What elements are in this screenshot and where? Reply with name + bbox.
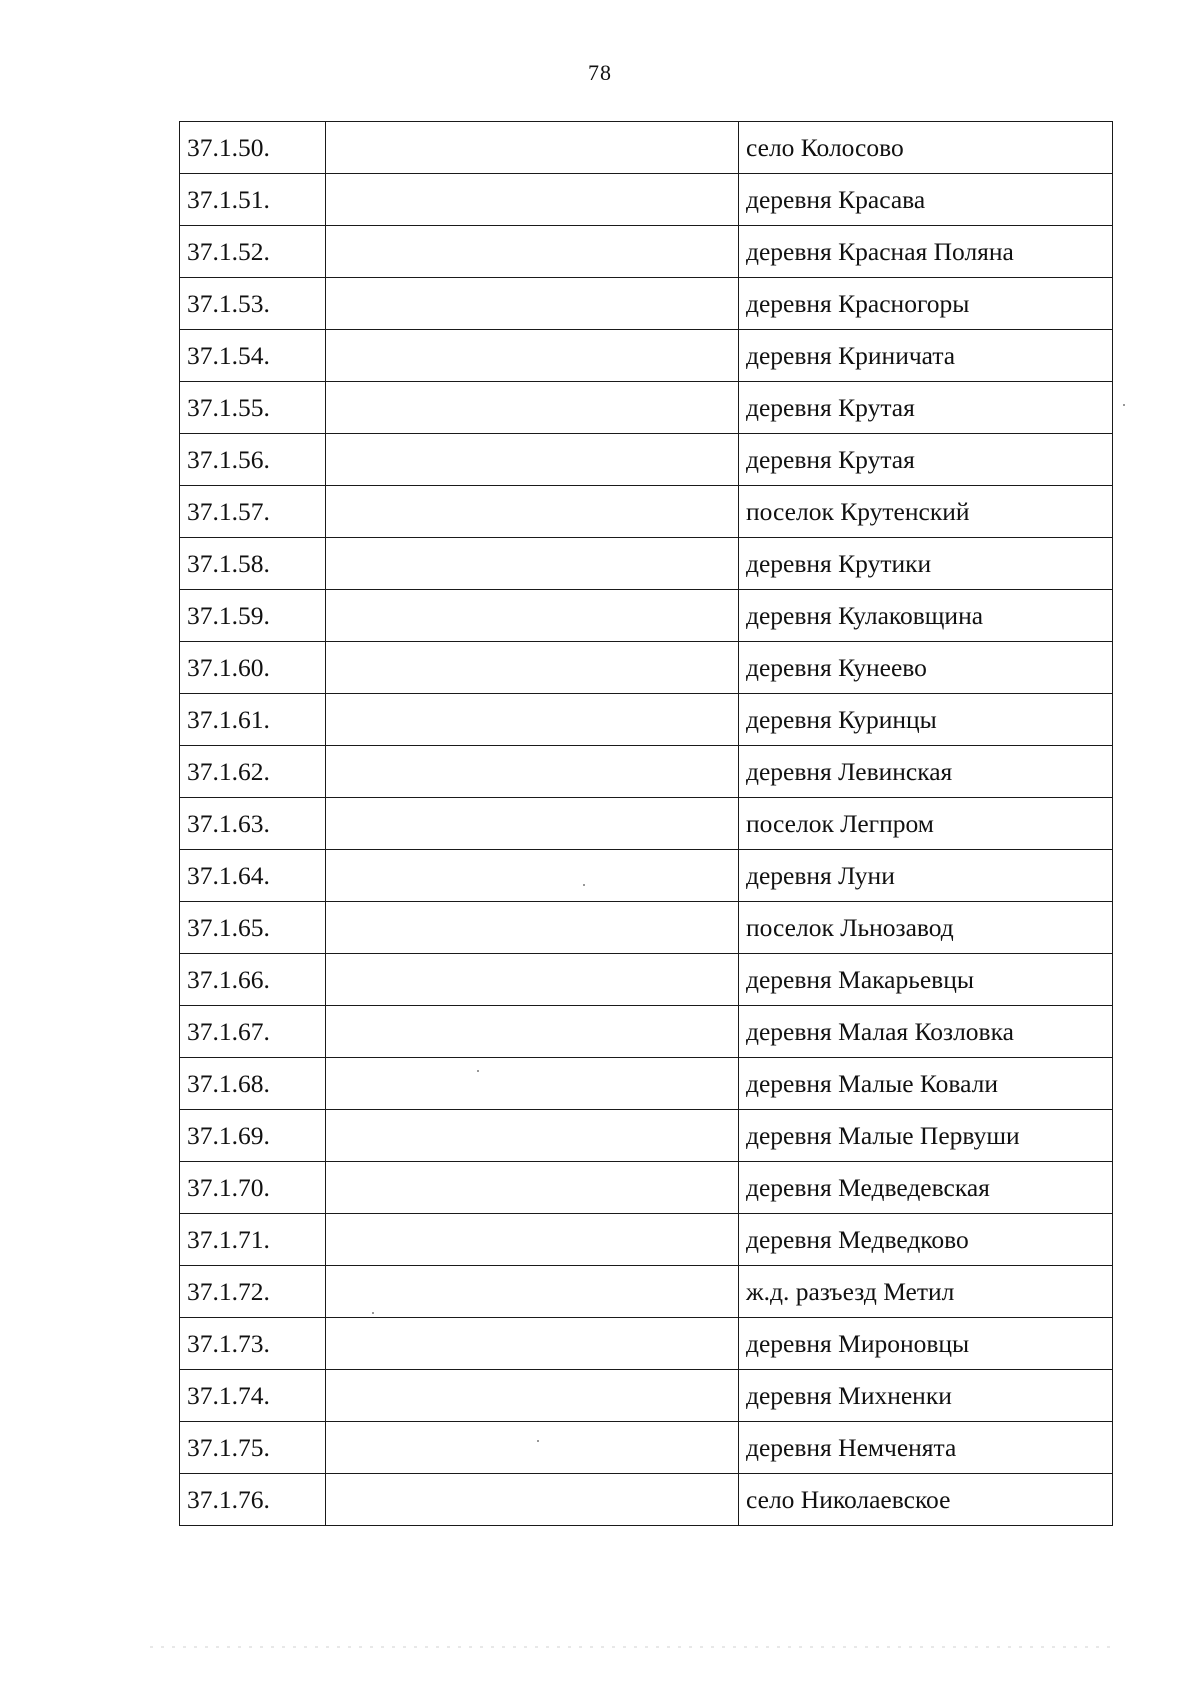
row-code-cell: 37.1.55. [180, 382, 326, 434]
row-empty-cell [326, 1318, 739, 1370]
table-row [180, 798, 1113, 850]
row-empty-cell [326, 1162, 739, 1214]
row-settlement-name-cell: поселок Легпром [739, 798, 1113, 850]
row-empty-cell [326, 1006, 739, 1058]
table-row [180, 434, 1113, 486]
row-code-cell: 37.1.70. [180, 1162, 326, 1214]
row-settlement-name-cell: деревня Красава [739, 174, 1113, 226]
row-empty-cell [326, 798, 739, 850]
table-row [180, 1370, 1113, 1422]
row-settlement-name-cell: деревня Медведково [739, 1214, 1113, 1266]
table-row [180, 642, 1113, 694]
scan-speck [372, 1312, 374, 1314]
row-empty-cell [326, 174, 739, 226]
row-code-cell: 37.1.68. [180, 1058, 326, 1110]
row-code-cell: 37.1.69. [180, 1110, 326, 1162]
row-settlement-name-cell: поселок Крутенский [739, 486, 1113, 538]
scan-speck [537, 1440, 539, 1442]
row-settlement-name-cell: деревня Кунеево [739, 642, 1113, 694]
row-settlement-name-cell: деревня Куринцы [739, 694, 1113, 746]
table-row [180, 1006, 1113, 1058]
row-empty-cell [326, 1110, 739, 1162]
row-settlement-name-cell: деревня Красногоры [739, 278, 1113, 330]
row-code-cell: 37.1.73. [180, 1318, 326, 1370]
row-empty-cell [326, 1474, 739, 1526]
row-empty-cell [326, 1422, 739, 1474]
table-row [180, 538, 1113, 590]
row-empty-cell [326, 226, 739, 278]
row-code-cell: 37.1.62. [180, 746, 326, 798]
row-code-cell: 37.1.64. [180, 850, 326, 902]
table-row [180, 330, 1113, 382]
table-row [180, 590, 1113, 642]
row-settlement-name-cell: деревня Кулаковщина [739, 590, 1113, 642]
row-code-cell: 37.1.66. [180, 954, 326, 1006]
row-empty-cell [326, 902, 739, 954]
row-code-cell: 37.1.61. [180, 694, 326, 746]
row-empty-cell [326, 694, 739, 746]
row-code-cell: 37.1.51. [180, 174, 326, 226]
scan-speck [583, 884, 585, 886]
row-empty-cell [326, 122, 739, 174]
table-row [180, 746, 1113, 798]
row-empty-cell [326, 538, 739, 590]
scan-speck [1123, 404, 1125, 406]
row-settlement-name-cell: село Колосово [739, 122, 1113, 174]
table-row [180, 486, 1113, 538]
table-row [180, 278, 1113, 330]
row-empty-cell [326, 330, 739, 382]
row-code-cell: 37.1.60. [180, 642, 326, 694]
table-row [180, 174, 1113, 226]
page-number: 78 [588, 60, 612, 85]
row-settlement-name-cell: деревня Крутики [739, 538, 1113, 590]
row-settlement-name-cell: поселок Льнозавод [739, 902, 1113, 954]
table-row [180, 226, 1113, 278]
row-empty-cell [326, 746, 739, 798]
row-settlement-name-cell: деревня Красная Поляна [739, 226, 1113, 278]
table-row [180, 954, 1113, 1006]
row-code-cell: 37.1.63. [180, 798, 326, 850]
row-settlement-name-cell: деревня Михненки [739, 1370, 1113, 1422]
row-empty-cell [326, 1370, 739, 1422]
row-code-cell: 37.1.65. [180, 902, 326, 954]
scan-edge-noise [150, 1646, 1110, 1648]
row-empty-cell [326, 590, 739, 642]
table-row [180, 694, 1113, 746]
row-settlement-name-cell: деревня Немченята [739, 1422, 1113, 1474]
table-row [180, 1422, 1113, 1474]
row-settlement-name-cell: деревня Мироновцы [739, 1318, 1113, 1370]
settlements-table [179, 121, 1113, 1526]
row-code-cell: 37.1.71. [180, 1214, 326, 1266]
row-settlement-name-cell: деревня Крутая [739, 434, 1113, 486]
row-empty-cell [326, 850, 739, 902]
row-code-cell: 37.1.52. [180, 226, 326, 278]
scan-speck [477, 1070, 479, 1072]
table-row [180, 902, 1113, 954]
row-code-cell: 37.1.59. [180, 590, 326, 642]
row-settlement-name-cell: деревня Макарьевцы [739, 954, 1113, 1006]
row-settlement-name-cell: деревня Криничата [739, 330, 1113, 382]
row-empty-cell [326, 278, 739, 330]
row-code-cell: 37.1.58. [180, 538, 326, 590]
row-settlement-name-cell: деревня Малые Первуши [739, 1110, 1113, 1162]
row-code-cell: 37.1.74. [180, 1370, 326, 1422]
row-settlement-name-cell: деревня Крутая [739, 382, 1113, 434]
table-row [180, 1214, 1113, 1266]
table-row [180, 1474, 1113, 1526]
row-empty-cell [326, 642, 739, 694]
table-row [180, 382, 1113, 434]
table-row [180, 850, 1113, 902]
row-code-cell: 37.1.75. [180, 1422, 326, 1474]
row-settlement-name-cell: село Николаевское [739, 1474, 1113, 1526]
row-code-cell: 37.1.56. [180, 434, 326, 486]
row-empty-cell [326, 1266, 739, 1318]
row-code-cell: 37.1.57. [180, 486, 326, 538]
row-code-cell: 37.1.67. [180, 1006, 326, 1058]
row-empty-cell [326, 1214, 739, 1266]
row-settlement-name-cell: деревня Медведевская [739, 1162, 1113, 1214]
row-empty-cell [326, 1058, 739, 1110]
table-row [180, 1318, 1113, 1370]
table-row [180, 122, 1113, 174]
row-settlement-name-cell: деревня Луни [739, 850, 1113, 902]
table-row [180, 1110, 1113, 1162]
row-code-cell: 37.1.76. [180, 1474, 326, 1526]
row-empty-cell [326, 954, 739, 1006]
table-row [180, 1058, 1113, 1110]
row-empty-cell [326, 486, 739, 538]
row-empty-cell [326, 434, 739, 486]
row-code-cell: 37.1.72. [180, 1266, 326, 1318]
row-code-cell: 37.1.53. [180, 278, 326, 330]
row-code-cell: 37.1.50. [180, 122, 326, 174]
row-settlement-name-cell: деревня Левинская [739, 746, 1113, 798]
row-empty-cell [326, 382, 739, 434]
row-code-cell: 37.1.54. [180, 330, 326, 382]
row-settlement-name-cell: ж.д. разъезд Метил [739, 1266, 1113, 1318]
table-row [180, 1162, 1113, 1214]
row-settlement-name-cell: деревня Малая Козловка [739, 1006, 1113, 1058]
table-body [180, 122, 1113, 1526]
row-settlement-name-cell: деревня Малые Ковали [739, 1058, 1113, 1110]
table-row [180, 1266, 1113, 1318]
